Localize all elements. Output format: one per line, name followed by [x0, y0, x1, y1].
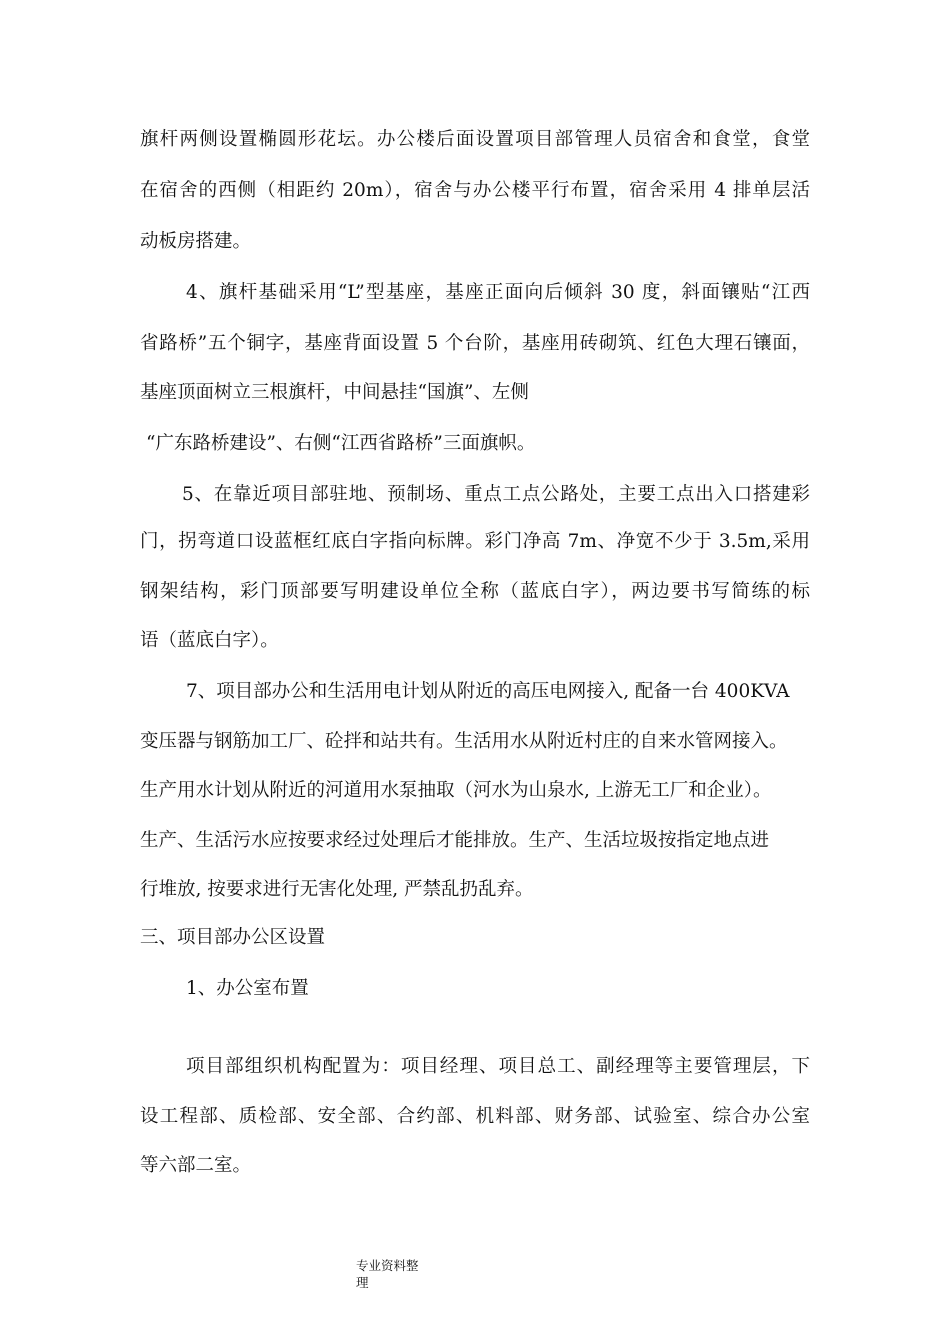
paragraph-line: 门，拐弯道口设蓝框红底白字指向标牌。彩门净高 7m、净宽不少于 3.5m,采用 [140, 531, 810, 552]
paragraph-line: 项目部组织机构配置为：项目经理、项目总工、副经理等主要管理层，下 [186, 1056, 810, 1077]
paragraph-line: 变压器与钢筋加工厂、砼拌和站共有。生活用水从附近村庄的自来水管网接入。 [140, 731, 788, 752]
paragraph-line: 动板房搭建。 [140, 231, 252, 252]
paragraph-line: 生产、生活污水应按要求经过处理后才能排放。生产、生活垃圾按指定地点进 [140, 830, 770, 851]
paragraph-line: 语（蓝底白字）。 [140, 630, 279, 651]
paragraph-line: “广东路桥建设”、右侧“江西省路桥”三面旗帜。 [146, 433, 536, 454]
footer-line: 专业资料整 [356, 1258, 419, 1273]
subsection-heading: 1、办公室布置 [186, 978, 309, 999]
paragraph-line: 基座顶面树立三根旗杆，中间悬挂“国旗”、左侧 [140, 382, 529, 403]
paragraph-line: 在宿舍的西侧（相距约 20m），宿舍与办公楼平行布置，宿舍采用 4 排单层活 [140, 180, 810, 201]
paragraph-line: 生产用水计划从附近的河道用水泵抽取（河水为山泉水, 上游无工厂和企业）。 [140, 780, 772, 801]
paragraph-line: 旗杆两侧设置椭圆形花坛。办公楼后面设置项目部管理人员宿舍和食堂，食堂 [140, 129, 810, 150]
footer-line: 理 [356, 1275, 369, 1290]
paragraph-line: 7、项目部办公和生活用电计划从附近的高压电网接入, 配备一台 400KVA [186, 681, 790, 702]
page-footer [356, 1257, 419, 1291]
paragraph-line: 钢架结构，彩门顶部要写明建设单位全称（蓝底白字），两边要书写简练的标 [140, 581, 810, 602]
paragraph-line: 4、旗杆基础采用“L”型基座，基座正面向后倾斜 30 度，斜面镶贴“江西 [186, 282, 810, 303]
paragraph-line: 5、在靠近项目部驻地、预制场、重点工点公路处，主要工点出入口搭建彩 [182, 484, 810, 505]
paragraph-line: 等六部二室。 [140, 1155, 252, 1176]
paragraph-line: 行堆放, 按要求进行无害化处理, 严禁乱扔乱弃。 [140, 879, 534, 900]
paragraph-line: 省路桥”五个铜字，基座背面设置 5 个台阶，基座用砖砌筑、红色大理石镶面， [140, 333, 810, 354]
paragraph-line: 设工程部、质检部、安全部、合约部、机料部、财务部、试验室、综合办公室 [140, 1106, 810, 1127]
section-heading: 三、项目部办公区设置 [140, 927, 326, 948]
